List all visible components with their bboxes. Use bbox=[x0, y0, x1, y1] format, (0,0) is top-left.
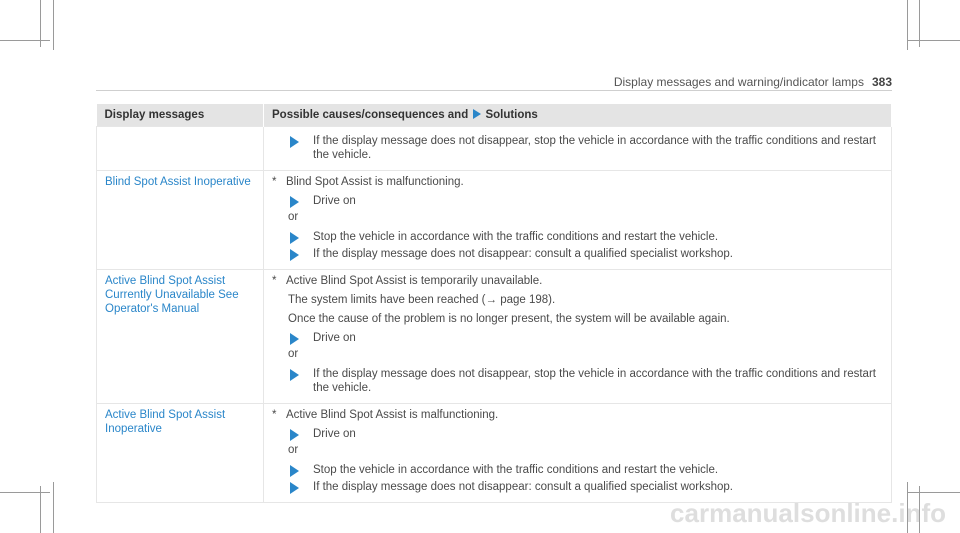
action-step bbox=[288, 427, 883, 441]
crop-mark bbox=[53, 482, 54, 533]
arrow-right-icon bbox=[473, 109, 481, 119]
column-header-causes-label: Possible causes/consequences and bbox=[272, 109, 469, 121]
crop-mark bbox=[908, 40, 960, 41]
message-label: Active Blind Spot Assist Currently Unavailable See Operator's Manual bbox=[97, 270, 264, 404]
action-step-text: Drive on bbox=[313, 428, 356, 440]
column-header-causes bbox=[264, 104, 892, 127]
crop-mark bbox=[907, 0, 908, 50]
action-step bbox=[288, 331, 883, 345]
or-separator: or bbox=[288, 348, 299, 360]
arrow-right-icon bbox=[290, 232, 299, 244]
action-step-text: If the display message does not disappear, stop the vehicle in accordance with the traffic conditions and restart the vehicle. bbox=[313, 368, 876, 394]
header-rule bbox=[96, 90, 892, 91]
action-step bbox=[288, 480, 883, 494]
message-label bbox=[97, 127, 264, 171]
action-step bbox=[288, 194, 883, 208]
action-step-text: Stop the vehicle in accordance with the traffic conditions and restart the vehicle. bbox=[313, 464, 719, 476]
arrow-right-icon bbox=[290, 465, 299, 477]
cause-text bbox=[272, 274, 883, 288]
action-step-text: If the display message does not disappear, stop the vehicle in accordance with the traffic conditions and restart the vehicle. bbox=[313, 135, 876, 161]
action-step bbox=[288, 247, 883, 261]
table-row bbox=[97, 127, 892, 171]
table-row bbox=[97, 270, 892, 404]
bullet-star: * bbox=[272, 409, 277, 421]
table-row bbox=[97, 404, 892, 503]
display-messages-table bbox=[96, 104, 892, 503]
arrow-right-icon bbox=[290, 333, 299, 345]
watermark: carmanualsonline.info bbox=[670, 498, 946, 528]
arrow-right-icon bbox=[290, 196, 299, 208]
crop-mark bbox=[0, 492, 50, 493]
or-separator: or bbox=[288, 444, 299, 456]
action-step-text: Drive on bbox=[313, 332, 356, 344]
table-row bbox=[97, 171, 892, 270]
section-title: Display messages and warning/indicator lamps bbox=[613, 75, 864, 89]
cause-text-content: Active Blind Spot Assist is temporarily unavailable. bbox=[286, 275, 543, 287]
cause-text bbox=[272, 175, 883, 189]
message-details bbox=[264, 171, 892, 270]
table-header-row bbox=[97, 104, 892, 127]
page-number: 383 bbox=[871, 75, 892, 89]
running-header bbox=[614, 75, 892, 89]
arrow-right-icon bbox=[290, 369, 299, 381]
column-header-messages: Display messages bbox=[97, 104, 264, 127]
arrow-right-icon bbox=[290, 482, 299, 494]
action-step-text: Stop the vehicle in accordance with the traffic conditions and restart the vehicle. bbox=[313, 231, 719, 243]
action-step bbox=[288, 230, 883, 244]
arrow-right-icon bbox=[290, 136, 299, 148]
crop-mark bbox=[0, 40, 50, 41]
or-separator: or bbox=[288, 211, 299, 223]
bullet-star: * bbox=[272, 176, 277, 188]
note-text: The system limits have been reached (→ page 198). bbox=[288, 294, 556, 306]
arrow-right-icon bbox=[290, 429, 299, 441]
crop-mark bbox=[53, 0, 54, 50]
cause-text-content: Blind Spot Assist is malfunctioning. bbox=[286, 176, 464, 188]
action-step-text: Drive on bbox=[313, 195, 356, 207]
action-step bbox=[288, 463, 883, 477]
action-step-text: If the display message does not disappear: consult a qualified specialist workshop. bbox=[313, 248, 733, 260]
action-step-text: If the display message does not disappear: consult a qualified specialist workshop. bbox=[313, 481, 733, 493]
message-label: Active Blind Spot Assist Inoperative bbox=[97, 404, 264, 503]
column-header-solutions-label: Solutions bbox=[485, 109, 538, 121]
crop-mark bbox=[40, 486, 41, 533]
crop-mark bbox=[908, 492, 960, 493]
message-label: Blind Spot Assist Inoperative bbox=[97, 171, 264, 270]
cause-text bbox=[272, 408, 883, 422]
message-details bbox=[264, 270, 892, 404]
action-step bbox=[288, 134, 883, 162]
note-text: Once the cause of the problem is no longer present, the system will be available again. bbox=[288, 313, 730, 325]
cause-text-content: Active Blind Spot Assist is malfunctioning. bbox=[286, 409, 499, 421]
arrow-right-icon bbox=[290, 249, 299, 261]
action-step bbox=[288, 367, 883, 395]
bullet-star: * bbox=[272, 275, 277, 287]
message-details bbox=[264, 127, 892, 171]
message-details bbox=[264, 404, 892, 503]
